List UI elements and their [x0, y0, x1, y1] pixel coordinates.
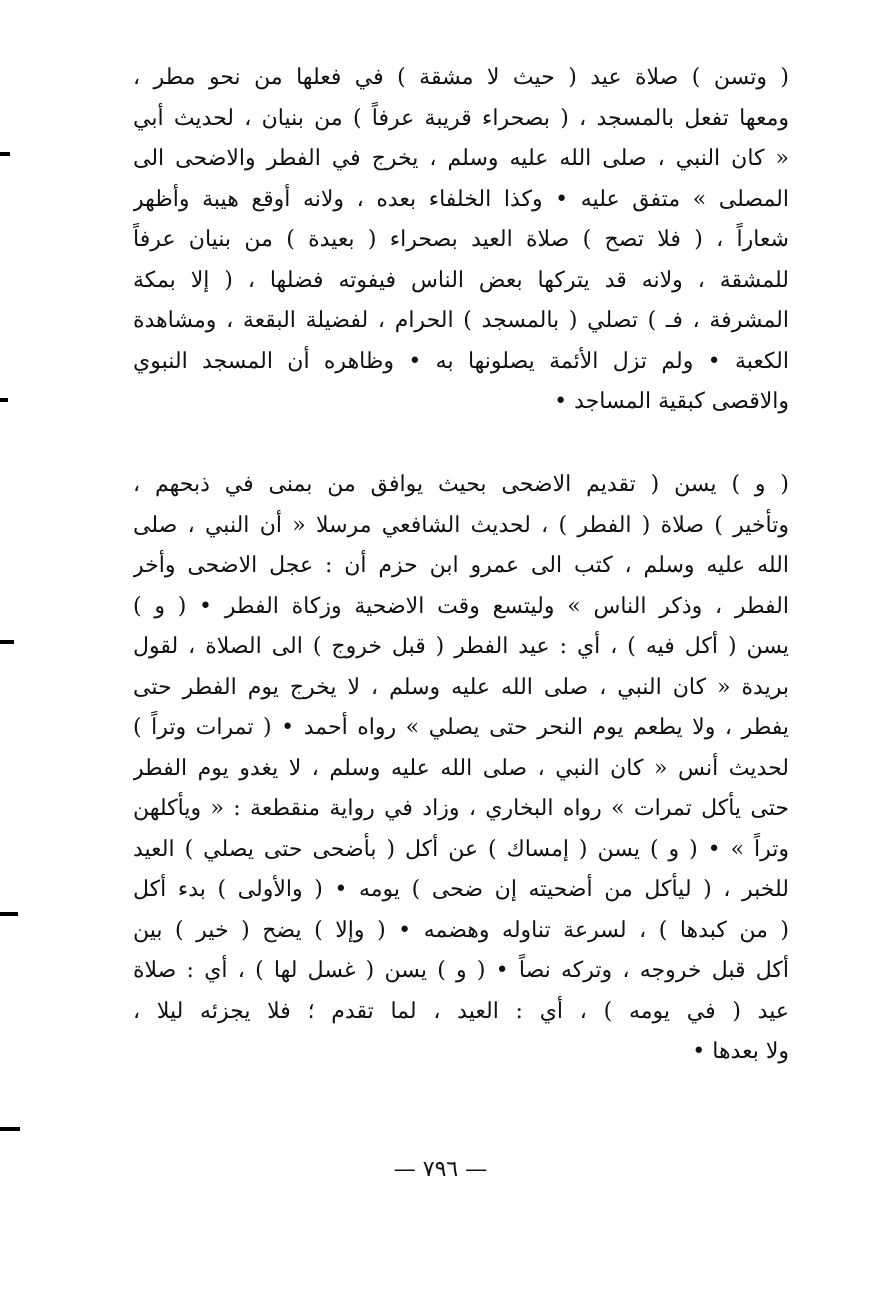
text-line: للخبر ، ( ليأكل من أضحيته إن ضحى ) يومه • ( والأولى ) بدء أكل	[133, 877, 789, 902]
text-line: وتراً » • ( و ) يسن ( إمساك ) عن أكل ( بأضحى حتى يصلي ) العيد	[133, 836, 789, 862]
text-line: المشرفة ، فـ ) تصلي ( بالمسجد ) الحرام ، لفضيلة البقعة ، ومشاهدة	[133, 308, 789, 333]
text-line: والاقصى كبقية المساجد •	[554, 389, 789, 414]
margin-tick	[0, 398, 8, 402]
text-line: لحديث أنس « كان النبي ، صلى الله عليه وسلم ، لا يغدو يوم الفطر	[133, 755, 789, 781]
text-line: الكعبة • ولم تزل الأئمة يصلونها به • وظاهره أن المسجد النبوي	[133, 348, 789, 374]
text-line: حتى يأكل تمرات » رواه البخاري ، وزاد في رواية منقطعة : « ويأكلهن	[133, 796, 789, 821]
text-line: شعاراً ، ( فلا تصح ) صلاة العيد بصحراء ( بعيدة ) من بنيان عرفاً	[133, 227, 789, 252]
page-number: — ٧٩٦ —	[393, 1157, 488, 1182]
text-line: وتأخير ) صلاة ( الفطر ) ، لحديث الشافعي مرسلا « أن النبي ، صلى	[133, 512, 789, 538]
text-line: الفطر ، وذكر الناس » وليتسع وقت الاضحية وزكاة الفطر • ( و )	[133, 593, 789, 619]
text-line: ومعها تفعل بالمسجد ، ( بصحراء قريبة عرفاً ) من بنيان ، لحديث أبي	[133, 105, 789, 131]
margin-tick	[0, 912, 18, 916]
text-line: المصلى » متفق عليه • وكذا الخلفاء بعده ، ولانه أوقع هيبة وأظهر	[133, 186, 789, 212]
text-line: ( من كبدها ) ، لسرعة تناوله وهضمه • ( وإلا ) يضح ( خير ) بين	[133, 917, 789, 943]
text-line: يفطر ، ولا يطعم يوم النحر حتى يصلي » رواه أحمد • ( تمرات وتراً )	[133, 715, 789, 740]
paragraph-2	[133, 465, 789, 1073]
paragraph-1	[133, 58, 789, 423]
text-line: الله عليه وسلم ، كتب الى عمرو ابن حزم أن : عجل الاضحى وأخر	[133, 553, 789, 578]
text-line: أكل قبل خروجه ، وتركه نصاً • ( و ) يسن ( غسل لها ) ، أي : صلاة	[133, 958, 789, 983]
text-line: ولا بعدها •	[692, 1039, 789, 1064]
margin-tick	[0, 1127, 20, 1131]
margin-tick	[0, 152, 10, 156]
text-line: عيد ( في يومه ) ، أي : العيد ، لما تقدم ؛ فلا يجزئه ليلا ،	[133, 998, 789, 1024]
text-line: ( و ) يسن ( تقديم الاضحى بحيث يوافق من بمنى في ذبحهم ،	[133, 472, 789, 497]
text-line: بريدة « كان النبي ، صلى الله عليه وسلم ، لا يخرج يوم الفطر حتى	[133, 674, 789, 700]
text-line: للمشقة ، ولانه قد يتركها بعض الناس فيفوته فضلها ، ( إلا بمكة	[133, 267, 789, 293]
margin-tick	[0, 640, 14, 644]
text-line: يسن ( أكل فيه ) ، أي : عيد الفطر ( قبل خروج ) الى الصلاة ، لقول	[133, 634, 789, 659]
text-line: « كان النبي ، صلى الله عليه وسلم ، يخرج في الفطر والاضحى الى	[133, 146, 789, 171]
text-line: ( وتسن ) صلاة عيد ( حيث لا مشقة ) في فعلها من نحو مطر ،	[133, 65, 789, 90]
